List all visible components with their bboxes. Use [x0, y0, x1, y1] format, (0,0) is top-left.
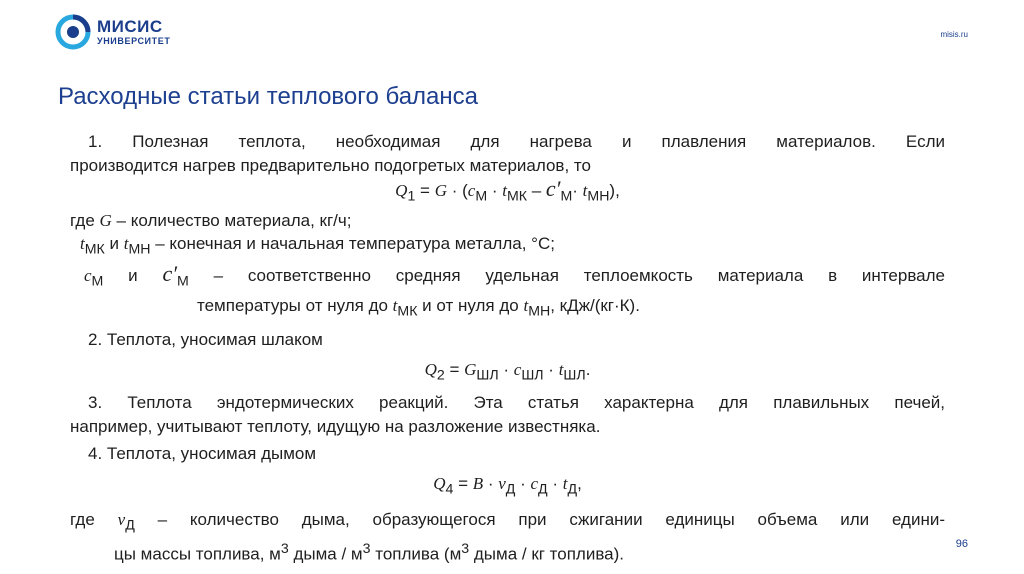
paragraph-3-line-1: 3. Теплота эндотермических реакций. Эта статья характерна для плавильных печей, — [88, 393, 945, 413]
paragraph-2: 2. Теплота, уносимая шлаком — [88, 330, 323, 350]
slide-title: Расходные статьи теплового баланса — [58, 83, 478, 110]
university-logo — [55, 14, 170, 50]
site-link[interactable]: misis.ru — [940, 30, 968, 39]
logo-name: МИСИС — [97, 17, 163, 36]
paragraph-1-line-2: производится нагрев предварительно подогретых материалов, то — [70, 155, 591, 175]
paragraph-1-line-1: 1. Полезная теплота, необходимая для нагрева и плавления материалов. Если — [88, 132, 945, 151]
definition-v-line-2: цы массы топлива, $м^3$ дыма / $м^3$ топлива ($м^3$ дыма / кг топлива). — [114, 540, 625, 564]
definition-c-continued: температуры от нуля до $t_{МК}$ и от нуля до $t_{МН}$, кДж/(кг·К). — [197, 296, 640, 320]
paragraph-4: 4. Теплота, уносимая дымом — [88, 444, 317, 464]
definition-c: $c_М$ и $c'_М$ – соответственно средняя удельная теплоемкость материала в интервале — [84, 261, 945, 290]
paragraph-3-line-2: например, учитывают теплоту, идущую на разложение известняка. — [70, 416, 601, 436]
definition-v-line-1: где $v_Д$ – количество дыма, образующегося при сжигании единицы объема или едини- — [70, 509, 945, 534]
definition-G: где G – количество материала, кг/ч; — [70, 210, 352, 230]
page-number: 96 — [955, 538, 968, 550]
misis-logo-icon — [55, 14, 91, 50]
equation-4: $Q_4 = B \cdot v_Д \cdot c_Д \cdot t_Д$, — [433, 473, 582, 498]
equation-1: $Q_1 = G \cdot (c_М \cdot t_{МК} - c'_М\cdot t_{МН})$, — [395, 176, 620, 205]
definition-t: $t_{МК}$ и $t_{МН}$ – конечная и начальная температура металла, °С; — [80, 234, 555, 258]
logo-subtitle: УНИВЕРСИТЕТ — [97, 36, 171, 46]
slide-body — [70, 130, 945, 566]
equation-2: $Q_2 = G_{ШЛ} \cdot c_{ШЛ} \cdot t_{ШЛ}$. — [424, 359, 591, 383]
